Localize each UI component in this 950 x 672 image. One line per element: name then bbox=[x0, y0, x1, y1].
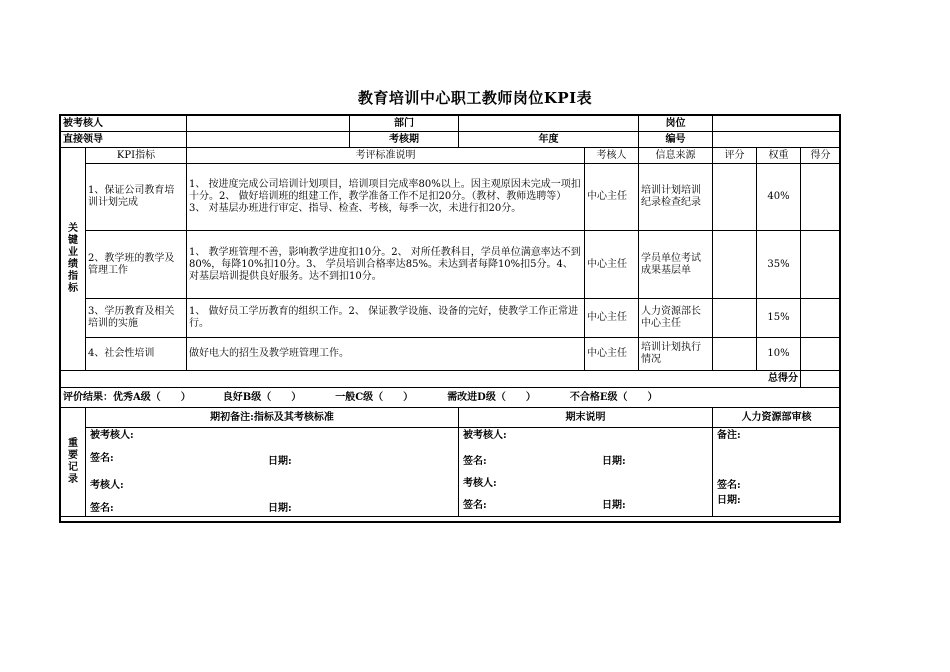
department-value[interactable] bbox=[459, 116, 639, 132]
rating-e[interactable]: 不合格E级（ ） bbox=[569, 391, 658, 403]
kpi-score[interactable] bbox=[713, 231, 757, 299]
kpi-source: 培训计划执行情况 bbox=[639, 338, 713, 371]
date-label: 日期: bbox=[268, 503, 292, 514]
kpi-name: 3、学历教育及相关培训的实施 bbox=[86, 299, 187, 338]
initial-notes-cell[interactable] bbox=[86, 428, 459, 517]
supervisor-label: 直接领导 bbox=[61, 132, 187, 148]
sign-label: 签名: bbox=[717, 480, 741, 491]
hr-header: 人力资源部审核 bbox=[713, 408, 841, 428]
records-body-row bbox=[61, 428, 841, 517]
rating-cell bbox=[61, 388, 841, 408]
kpi-criteria: 1、 按进度完成公司培训计划项目，培训项目完成率80%以上。因主观原因未完成一项扣十分。2、 做好培训班的组建工作，教学准备工作不足扣20分。（教材、教师选聘等）3、 对基层办班进行审定、指导、检查、考核，每季一次，未进行扣20分。 bbox=[187, 164, 585, 231]
remark-label: 备注: bbox=[717, 430, 741, 441]
section-label-text: 关 键 业 绩 指 标 bbox=[68, 223, 78, 294]
assessor-sign-label: 考核人: bbox=[90, 480, 124, 491]
assessor-sign-label: 考核人: bbox=[463, 478, 497, 489]
kpi-points[interactable] bbox=[801, 231, 841, 299]
kpi-criteria: 1、 做好员工学历教育的组织工作。2、 保证教学设施、设备的完好，使教学工作正常进行。 bbox=[187, 299, 585, 338]
sign-label: 签名: bbox=[90, 453, 114, 464]
sign-label: 签名: bbox=[463, 500, 487, 511]
kpi-assessor: 中心主任 bbox=[585, 231, 639, 299]
kpi-source: 人力资源部长中心主任 bbox=[639, 299, 713, 338]
rating-label: 评价结果： bbox=[63, 391, 113, 403]
sign-label: 签名: bbox=[463, 456, 487, 467]
number-label: 编号 bbox=[639, 132, 713, 148]
period-label: 考核期 bbox=[350, 132, 459, 148]
table-row bbox=[61, 164, 841, 231]
table-row bbox=[61, 338, 841, 371]
kpi-criteria: 做好电大的招生及教学班管理工作。 bbox=[187, 338, 585, 371]
header-row-2 bbox=[61, 132, 841, 148]
supervisor-value[interactable] bbox=[187, 132, 350, 148]
date-label: 日期: bbox=[602, 500, 626, 511]
rating-b[interactable]: 良好B级（ ） bbox=[222, 391, 302, 403]
kpi-assessor: 中心主任 bbox=[585, 164, 639, 231]
section-label-records bbox=[61, 408, 86, 517]
date-label: 日期: bbox=[268, 456, 292, 467]
kpi-points[interactable] bbox=[801, 299, 841, 338]
kpi-score[interactable] bbox=[713, 299, 757, 338]
kpi-name: 4、社会性培训 bbox=[86, 338, 187, 371]
kpi-name: 1、保证公司教育培训计划完成 bbox=[86, 164, 187, 231]
number-value[interactable] bbox=[713, 132, 841, 148]
table-row bbox=[61, 231, 841, 299]
kpi-criteria: 1、 教学班管理不善，影响教学进度扣10分。2、 对所任教科目，学员单位满意率达不到80%，每降10%扣10分。3、 学员培训合格率达85%。未达到者每降10%扣5分。4、 对基层培训提供良好服务。达不到扣10分。 bbox=[187, 231, 585, 299]
section-label-text: 重 要 记 录 bbox=[68, 438, 78, 485]
col-kpi: KPI指标 bbox=[86, 148, 187, 164]
kpi-weight: 10% bbox=[757, 338, 801, 371]
sign-label: 签名: bbox=[90, 503, 114, 514]
rating-a[interactable]: 优秀A级（ ） bbox=[113, 391, 191, 403]
kpi-assessor: 中心主任 bbox=[585, 338, 639, 371]
year-label: 年度 bbox=[459, 132, 639, 148]
col-points: 得分 bbox=[801, 148, 841, 164]
kpi-source: 学员单位考试成果基层单 bbox=[639, 231, 713, 299]
col-criteria: 考评标准说明 bbox=[187, 148, 585, 164]
col-assessor: 考核人 bbox=[585, 148, 639, 164]
section-label-kpi bbox=[61, 148, 86, 371]
column-header-row bbox=[61, 148, 841, 164]
kpi-points[interactable] bbox=[801, 164, 841, 231]
final-header: 期末说明 bbox=[459, 408, 713, 428]
position-value[interactable] bbox=[713, 116, 841, 132]
total-row bbox=[61, 371, 841, 388]
kpi-weight: 40% bbox=[757, 164, 801, 231]
total-value[interactable] bbox=[801, 371, 841, 388]
records-header-row bbox=[61, 408, 841, 428]
rating-row bbox=[61, 388, 841, 408]
examinee-sign-label: 被考核人: bbox=[90, 430, 134, 441]
header-row-1 bbox=[61, 116, 841, 132]
department-label: 部门 bbox=[350, 116, 459, 132]
page-title: 教育培训中心职工教师岗位KPI表 bbox=[357, 89, 593, 107]
final-notes-cell[interactable] bbox=[459, 428, 713, 517]
col-score: 评分 bbox=[713, 148, 757, 164]
table-row bbox=[61, 299, 841, 338]
date-label: 日期: bbox=[602, 456, 626, 467]
kpi-points[interactable] bbox=[801, 338, 841, 371]
kpi-score[interactable] bbox=[713, 338, 757, 371]
position-label: 岗位 bbox=[639, 116, 713, 132]
date-label: 日期: bbox=[717, 495, 741, 506]
kpi-weight: 35% bbox=[757, 231, 801, 299]
initial-header: 期初备注:指标及其考核标准 bbox=[86, 408, 459, 428]
hr-review-cell[interactable] bbox=[713, 428, 841, 517]
col-source: 信息来源 bbox=[639, 148, 713, 164]
examinee-sign-label: 被考核人: bbox=[463, 430, 507, 441]
kpi-score[interactable] bbox=[713, 164, 757, 231]
kpi-source: 培训计划培训纪录检查纪录 bbox=[639, 164, 713, 231]
kpi-weight: 15% bbox=[757, 299, 801, 338]
examinee-value[interactable] bbox=[187, 116, 350, 132]
kpi-assessor: 中心主任 bbox=[585, 299, 639, 338]
kpi-name: 2、教学班的教学及管理工作 bbox=[86, 231, 187, 299]
kpi-table bbox=[60, 115, 841, 517]
col-weight: 权重 bbox=[757, 148, 801, 164]
rating-d[interactable]: 需改进D级（ ） bbox=[447, 391, 536, 403]
total-label: 总得分 bbox=[61, 371, 801, 388]
examinee-label: 被考核人 bbox=[61, 116, 187, 132]
rating-c[interactable]: 一般C级（ ） bbox=[335, 391, 414, 403]
